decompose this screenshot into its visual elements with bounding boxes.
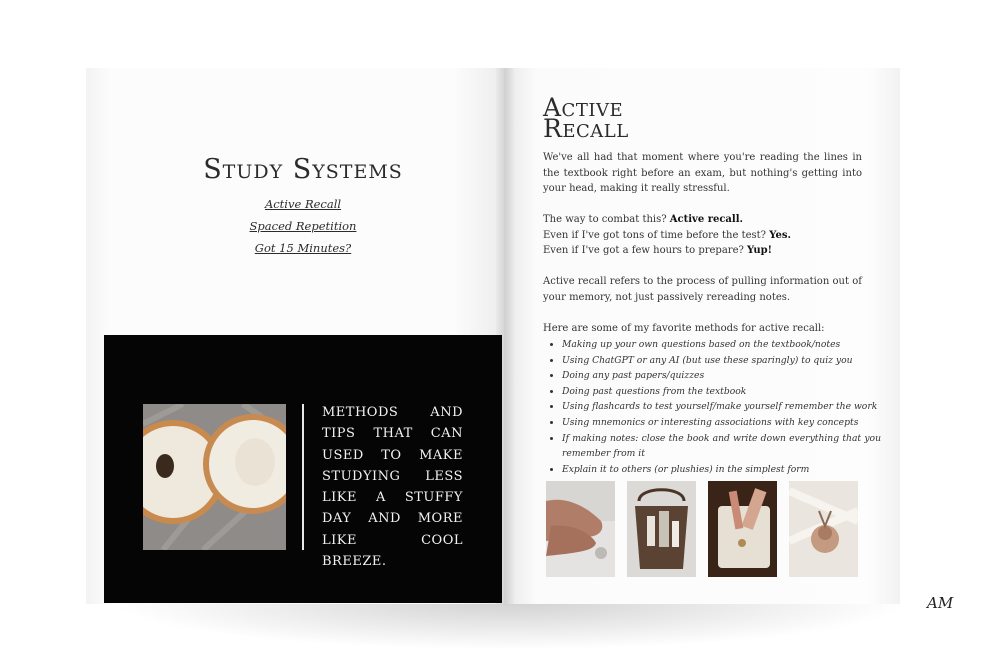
qa-answer: Yes.	[769, 229, 791, 241]
list-item: • Using ChatGPT or any AI (but use these sparingly) to quiz you	[562, 353, 881, 369]
methods-list	[543, 337, 881, 477]
qa-line-combat	[543, 212, 862, 228]
pouch-photo	[708, 481, 777, 577]
list-item: • Using flashcards to test yourself/make yourself remember the work	[562, 399, 881, 415]
bagel-photo	[143, 404, 286, 550]
toc-link-active-recall[interactable]: Active Recall	[264, 197, 342, 211]
qa-answer: Active recall.	[669, 214, 743, 225]
hands-photo	[546, 481, 615, 577]
list-item: • Doing past questions from the textbook	[562, 384, 881, 400]
methods-intro: Here are some of my favorite methods for active recall:	[543, 323, 825, 334]
qa-paragraph	[543, 212, 862, 259]
section-title-line-1: Active	[543, 93, 624, 122]
qa-question: The way to combat this?	[543, 214, 670, 225]
list-item: • Making up your own questions based on the textbook/notes	[562, 337, 881, 353]
qa-line-tons	[543, 228, 862, 244]
toc-link-got-15-minutes[interactable]: Got 15 Minutes?	[254, 241, 352, 255]
list-item: • If making notes: close the book and write down everything that you remember from it	[562, 431, 881, 462]
list-item: • Doing any past papers/quizzes	[562, 368, 881, 384]
qa-answer: Yup!	[747, 245, 772, 256]
signature: AM	[927, 594, 954, 612]
section-title	[543, 93, 743, 143]
list-item: • Using mnemonics or interesting associations with key concepts	[562, 415, 881, 431]
table-of-contents	[120, 193, 486, 259]
list-item: • Explain it to others (or plushies) in the simplest form	[562, 462, 881, 478]
section-title-line-2: Recall	[543, 114, 629, 143]
definition-paragraph: Active recall refers to the process of pulling information out of your memory, not just passively rereading notes.	[543, 276, 862, 303]
page-title: Study Systems	[203, 154, 403, 185]
qa-question: Even if I've got tons of time before the test?	[543, 229, 770, 241]
panel-caption: METHODS AND TIPS THAT CAN USED TO MAKE STUDYING LESS LIKE A STUFFY DAY AND MORE LIKE COOL BREEZE.	[322, 405, 463, 570]
qa-line-hours	[543, 243, 862, 259]
plushie-photo	[789, 481, 858, 577]
toc-link-spaced-repetition[interactable]: Spaced Repetition	[249, 219, 357, 233]
panel-divider	[302, 404, 304, 550]
qa-question: Even if I've got a few hours to prepare?	[543, 245, 748, 256]
intro-paragraph: We've all had that moment where you're reading the lines in the textbook right before an exam, but nothing's getting into your head, making it really stressful.	[543, 152, 862, 194]
bag-photo	[627, 481, 696, 577]
